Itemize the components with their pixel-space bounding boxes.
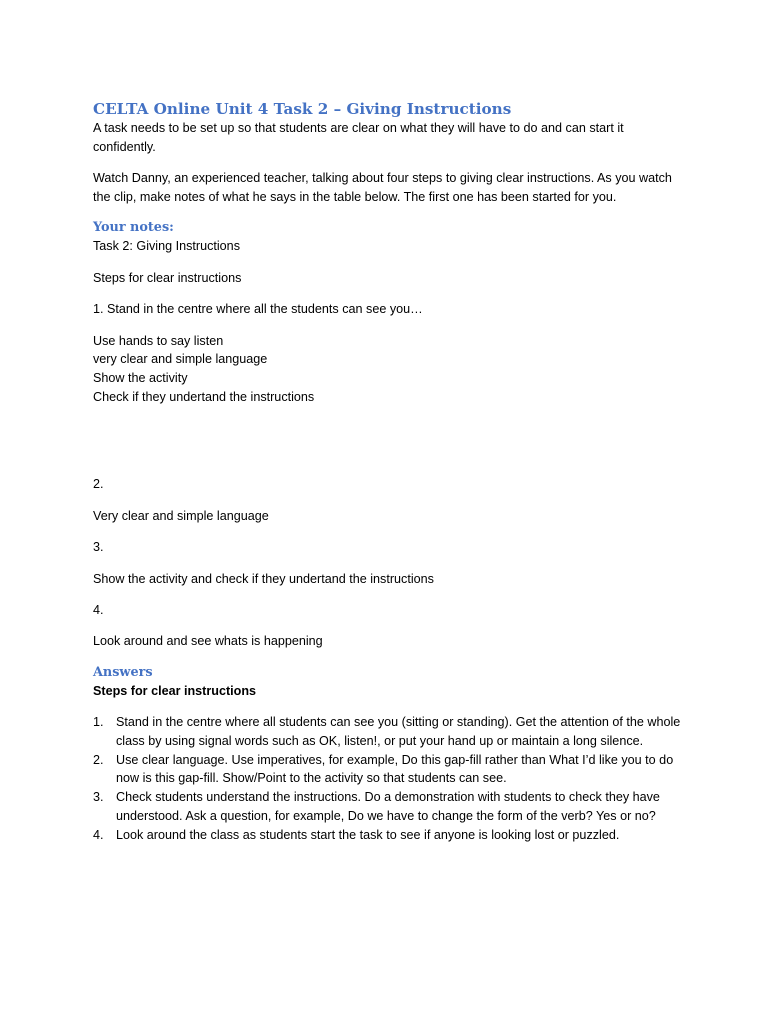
notes-step1-line: Check if they undertand the instructions xyxy=(93,389,315,404)
notes-step1-line: Show the activity xyxy=(93,371,188,386)
notes-heading: Your notes: xyxy=(93,220,174,236)
answer-item xyxy=(93,788,683,826)
answer-item xyxy=(93,826,683,845)
notes-step3-text: Show the activity and check if they undertand the instructions xyxy=(93,571,434,586)
document-title: CELTA Online Unit 4 Task 2 – Giving Instructions xyxy=(93,100,512,118)
answers-heading: Answers xyxy=(93,664,153,680)
answers-list xyxy=(93,713,683,845)
notes-steps-title: Steps for clear instructions xyxy=(93,270,242,285)
notes-step4-number: 4. xyxy=(93,602,104,617)
answer-number: 1. xyxy=(93,715,104,730)
answer-text: Use clear language. Use imperatives, for example, Do this gap-fill rather than What I’d like you to do now is this gap-fill. Show/Point to the activity so that students can see. xyxy=(116,752,674,786)
notes-step1-line: very clear and simple language xyxy=(93,352,268,367)
answer-number: 2. xyxy=(93,752,104,767)
notes-step1-line: Use hands to say listen xyxy=(93,333,224,348)
intro-paragraph: A task needs to be set up so that students are clear on what they will have to do and can start it confidently. xyxy=(93,121,624,154)
answer-text: Stand in the centre where all students can see you (sitting or standing). Get the attention of the whole class by using signal words such as OK, listen!, or put your hand up or maintain a long silence. xyxy=(116,715,681,748)
answer-number: 3. xyxy=(93,790,104,805)
notes-step3-number: 3. xyxy=(93,540,104,555)
answer-item xyxy=(93,713,683,751)
answer-text: Check students understand the instructions. Do a demonstration with students to check they have understood. Ask a question, for example, Do we have to change the form of the verb? Yes or no? xyxy=(116,790,660,824)
notes-task-line: Task 2: Giving Instructions xyxy=(93,239,240,254)
watch-paragraph: Watch Danny, an experienced teacher, talking about four steps to giving clear instructions. As you watch the clip, make notes of what he says in the table below. The first one has been started for you. xyxy=(93,171,672,204)
notes-step2-text: Very clear and simple language xyxy=(93,508,269,523)
answer-item xyxy=(93,751,683,789)
answer-number: 4. xyxy=(93,827,104,842)
notes-step4-text: Look around and see whats is happening xyxy=(93,634,323,649)
document-page xyxy=(93,99,683,845)
notes-step1: 1. Stand in the centre where all the students can see you… xyxy=(93,302,423,317)
answer-text: Look around the class as students start the task to see if anyone is looking lost or puzzled. xyxy=(116,827,620,842)
notes-step2-number: 2. xyxy=(93,477,104,492)
answers-subheading: Steps for clear instructions xyxy=(93,683,257,698)
